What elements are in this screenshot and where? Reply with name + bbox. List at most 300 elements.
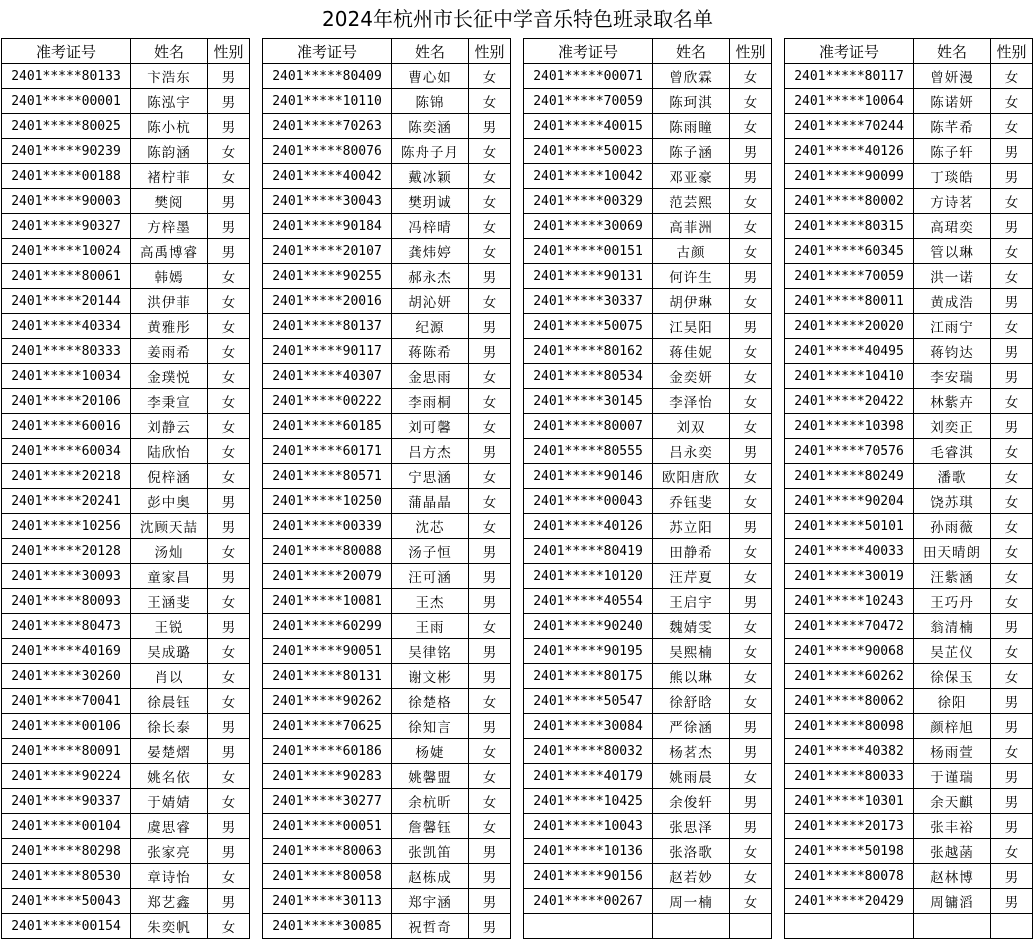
name-cell: 潘歌 bbox=[914, 464, 991, 489]
gender-cell: 男 bbox=[469, 564, 511, 589]
gender-cell: 男 bbox=[208, 814, 250, 839]
table-row bbox=[2, 889, 250, 914]
name-cell: 徐舒晗 bbox=[653, 689, 730, 714]
gender-cell: 女 bbox=[991, 839, 1033, 864]
name-cell: 杨婕 bbox=[392, 739, 469, 764]
name-cell: 田天晴朗 bbox=[914, 539, 991, 564]
exam-id-cell: 2401*****70059 bbox=[524, 89, 653, 114]
gender-cell: 女 bbox=[730, 564, 772, 589]
gender-cell: 女 bbox=[991, 439, 1033, 464]
table-row bbox=[263, 814, 511, 839]
name-cell: 管以琳 bbox=[914, 239, 991, 264]
exam-id-cell: 2401*****80131 bbox=[263, 664, 392, 689]
gender-cell: 女 bbox=[469, 789, 511, 814]
name-cell: 古颜 bbox=[653, 239, 730, 264]
exam-id-cell: 2401*****80534 bbox=[524, 364, 653, 389]
table-row bbox=[524, 814, 772, 839]
gender-cell: 男 bbox=[208, 714, 250, 739]
exam-id-cell: 2401*****10425 bbox=[524, 789, 653, 814]
exam-id-cell: 2401*****60171 bbox=[263, 439, 392, 464]
gender-cell: 女 bbox=[469, 214, 511, 239]
gender-cell: 女 bbox=[730, 689, 772, 714]
gender-cell: 女 bbox=[730, 764, 772, 789]
name-cell: 苏立阳 bbox=[653, 514, 730, 539]
exam-id-cell: 2401*****20106 bbox=[2, 389, 131, 414]
table-row bbox=[263, 539, 511, 564]
name-cell: 姜雨希 bbox=[131, 339, 208, 364]
gender-cell: 女 bbox=[469, 189, 511, 214]
exam-id-cell: 2401*****80076 bbox=[263, 139, 392, 164]
name-cell: 虞思睿 bbox=[131, 814, 208, 839]
name-cell: 黄成浩 bbox=[914, 289, 991, 314]
name-cell: 张越菡 bbox=[914, 839, 991, 864]
gender-cell: 女 bbox=[991, 589, 1033, 614]
exam-id-cell: 2401*****80033 bbox=[785, 764, 914, 789]
gender-header: 性别 bbox=[730, 39, 772, 64]
gender-cell: 女 bbox=[208, 864, 250, 889]
gender-cell: 男 bbox=[991, 789, 1033, 814]
table-row bbox=[2, 839, 250, 864]
gender-cell: 男 bbox=[469, 439, 511, 464]
gender-cell: 男 bbox=[991, 864, 1033, 889]
name-cell: 徐楚格 bbox=[392, 689, 469, 714]
exam-id-cell: 2401*****10256 bbox=[2, 514, 131, 539]
table-row bbox=[785, 539, 1033, 564]
name-cell: 吴熙楠 bbox=[653, 639, 730, 664]
table-row bbox=[263, 589, 511, 614]
gender-cell: 女 bbox=[991, 739, 1033, 764]
table-row bbox=[524, 889, 772, 914]
gender-cell: 男 bbox=[208, 114, 250, 139]
exam-id-cell: 2401*****40334 bbox=[2, 314, 131, 339]
exam-id-cell: 2401*****20429 bbox=[785, 889, 914, 914]
exam-id-cell: 2401*****30043 bbox=[263, 189, 392, 214]
gender-cell: 男 bbox=[208, 839, 250, 864]
table-row bbox=[785, 714, 1033, 739]
name-cell: 樊玥诚 bbox=[392, 189, 469, 214]
name-cell: 刘双 bbox=[653, 414, 730, 439]
gender-cell: 女 bbox=[208, 439, 250, 464]
gender-cell: 男 bbox=[730, 314, 772, 339]
gender-cell: 女 bbox=[730, 364, 772, 389]
table-row bbox=[785, 914, 1033, 939]
gender-cell: 男 bbox=[469, 914, 511, 939]
exam-id-cell: 2401*****30069 bbox=[524, 214, 653, 239]
name-cell: 于谨瑞 bbox=[914, 764, 991, 789]
exam-id-cell: 2401*****60299 bbox=[263, 614, 392, 639]
table-row bbox=[785, 889, 1033, 914]
gender-cell: 男 bbox=[991, 164, 1033, 189]
exam-id-cell: 2401*****30084 bbox=[524, 714, 653, 739]
name-cell: 高禹博睿 bbox=[131, 239, 208, 264]
gender-cell: 男 bbox=[991, 139, 1033, 164]
exam-id-cell: 2401*****10024 bbox=[2, 239, 131, 264]
name-cell: 曾妍漫 bbox=[914, 64, 991, 89]
exam-id-cell: 2401*****90117 bbox=[263, 339, 392, 364]
exam-id-cell: 2401*****70244 bbox=[785, 114, 914, 139]
table-row bbox=[2, 539, 250, 564]
name-cell: 汪可涵 bbox=[392, 564, 469, 589]
gender-cell: 女 bbox=[208, 339, 250, 364]
name-cell: 龚炜婷 bbox=[392, 239, 469, 264]
name-cell: 陈泓宇 bbox=[131, 89, 208, 114]
header-row bbox=[785, 39, 1033, 64]
table-row bbox=[785, 164, 1033, 189]
gender-cell: 女 bbox=[469, 739, 511, 764]
gender-cell: 女 bbox=[208, 139, 250, 164]
gender-cell: 男 bbox=[469, 264, 511, 289]
gender-cell: 女 bbox=[730, 214, 772, 239]
gender-cell: 女 bbox=[208, 264, 250, 289]
table-row bbox=[785, 839, 1033, 864]
exam-id-cell: 2401*****70059 bbox=[785, 264, 914, 289]
name-cell: 戴冰颖 bbox=[392, 164, 469, 189]
gender-cell: 男 bbox=[208, 514, 250, 539]
name-cell: 胡沁妍 bbox=[392, 289, 469, 314]
name-cell: 江昊阳 bbox=[653, 314, 730, 339]
table-row bbox=[2, 114, 250, 139]
exam-id-cell: 2401*****60262 bbox=[785, 664, 914, 689]
name-cell: 方梓墨 bbox=[131, 214, 208, 239]
exam-id-cell: 2401*****20128 bbox=[2, 539, 131, 564]
table-row bbox=[2, 814, 250, 839]
exam-id-cell: 2401*****30145 bbox=[524, 389, 653, 414]
gender-cell bbox=[730, 914, 772, 939]
name-cell: 张洛歌 bbox=[653, 839, 730, 864]
exam-id-cell: 2401*****00154 bbox=[2, 914, 131, 939]
exam-id-cell: 2401*****10081 bbox=[263, 589, 392, 614]
exam-id-cell: 2401*****20241 bbox=[2, 489, 131, 514]
exam-id-cell: 2401*****90156 bbox=[524, 864, 653, 889]
exam-id-cell: 2401*****90240 bbox=[524, 614, 653, 639]
name-cell: 陆欣怡 bbox=[131, 439, 208, 464]
gender-cell: 男 bbox=[991, 614, 1033, 639]
table-row bbox=[263, 264, 511, 289]
name-cell: 杨茗杰 bbox=[653, 739, 730, 764]
gender-cell: 女 bbox=[991, 514, 1033, 539]
table-row bbox=[524, 564, 772, 589]
name-cell: 金奕妍 bbox=[653, 364, 730, 389]
name-cell: 陈雨瞳 bbox=[653, 114, 730, 139]
exam-id-cell: 2401*****80162 bbox=[524, 339, 653, 364]
name-cell: 吴芷仪 bbox=[914, 639, 991, 664]
table-row bbox=[263, 214, 511, 239]
header-row bbox=[2, 39, 250, 64]
table-row bbox=[263, 889, 511, 914]
exam-id-cell: 2401*****50043 bbox=[2, 889, 131, 914]
name-cell: 彭中奥 bbox=[131, 489, 208, 514]
table-row bbox=[785, 589, 1033, 614]
table-row bbox=[524, 164, 772, 189]
table-row bbox=[524, 64, 772, 89]
name-cell: 郑宇涵 bbox=[392, 889, 469, 914]
exam-id-cell: 2401*****10398 bbox=[785, 414, 914, 439]
exam-id-cell: 2401*****40495 bbox=[785, 339, 914, 364]
gender-cell: 女 bbox=[208, 689, 250, 714]
table-row bbox=[524, 189, 772, 214]
gender-cell: 女 bbox=[208, 789, 250, 814]
gender-cell: 男 bbox=[730, 264, 772, 289]
table-row bbox=[524, 639, 772, 664]
table-row bbox=[263, 664, 511, 689]
exam-id-cell: 2401*****90131 bbox=[524, 264, 653, 289]
name-cell: 朱奕帆 bbox=[131, 914, 208, 939]
gender-cell: 男 bbox=[991, 364, 1033, 389]
gender-cell: 男 bbox=[469, 714, 511, 739]
exam-id-cell: 2401*****40169 bbox=[2, 639, 131, 664]
table-row bbox=[2, 139, 250, 164]
name-cell: 汤子恒 bbox=[392, 539, 469, 564]
exam-id-cell: 2401*****90283 bbox=[263, 764, 392, 789]
table-row bbox=[524, 914, 772, 939]
table-row bbox=[785, 64, 1033, 89]
table-row bbox=[524, 464, 772, 489]
table-row bbox=[524, 539, 772, 564]
gender-cell: 男 bbox=[208, 739, 250, 764]
name-header: 姓名 bbox=[914, 39, 991, 64]
table-row bbox=[2, 64, 250, 89]
name-cell: 翁清楠 bbox=[914, 614, 991, 639]
exam-id-cell: 2401*****90099 bbox=[785, 164, 914, 189]
gender-cell: 男 bbox=[208, 564, 250, 589]
gender-cell: 女 bbox=[469, 464, 511, 489]
gender-header: 性别 bbox=[208, 39, 250, 64]
gender-cell: 男 bbox=[469, 889, 511, 914]
admission-table-2 bbox=[262, 38, 511, 939]
table-row bbox=[2, 164, 250, 189]
table-row bbox=[785, 689, 1033, 714]
table-row bbox=[524, 339, 772, 364]
exam-id-cell: 2401*****00071 bbox=[524, 64, 653, 89]
exam-id-cell: 2401*****10136 bbox=[524, 839, 653, 864]
name-cell: 陈芊希 bbox=[914, 114, 991, 139]
table-row bbox=[524, 89, 772, 114]
name-cell: 杨雨萱 bbox=[914, 739, 991, 764]
gender-cell: 男 bbox=[730, 514, 772, 539]
exam-id-cell: 2401*****90184 bbox=[263, 214, 392, 239]
table-row bbox=[524, 489, 772, 514]
exam-id-cell: 2401*****90068 bbox=[785, 639, 914, 664]
exam-id-cell: 2401*****80093 bbox=[2, 589, 131, 614]
gender-cell: 男 bbox=[208, 89, 250, 114]
name-cell: 宁思涵 bbox=[392, 464, 469, 489]
exam-id-cell: 2401*****20016 bbox=[263, 289, 392, 314]
exam-id-cell: 2401*****10064 bbox=[785, 89, 914, 114]
exam-id-cell: 2401*****90239 bbox=[2, 139, 131, 164]
gender-cell: 女 bbox=[991, 664, 1033, 689]
admission-table-3 bbox=[523, 38, 772, 939]
exam-id-cell: 2401*****00188 bbox=[2, 164, 131, 189]
gender-cell: 男 bbox=[991, 289, 1033, 314]
exam-id-cell: 2401*****40307 bbox=[263, 364, 392, 389]
name-cell: 章诗怡 bbox=[131, 864, 208, 889]
gender-cell: 女 bbox=[991, 264, 1033, 289]
exam-id-cell: 2401*****30337 bbox=[524, 289, 653, 314]
table-row bbox=[785, 439, 1033, 464]
exam-id-cell: 2401*****10110 bbox=[263, 89, 392, 114]
gender-cell: 男 bbox=[469, 314, 511, 339]
name-cell: 姚馨盟 bbox=[392, 764, 469, 789]
table-row bbox=[785, 664, 1033, 689]
exam-id-cell: 2401*****60345 bbox=[785, 239, 914, 264]
name-cell: 饶苏琪 bbox=[914, 489, 991, 514]
table-row bbox=[524, 689, 772, 714]
gender-cell: 女 bbox=[469, 89, 511, 114]
exam-id-cell: 2401*****00267 bbox=[524, 889, 653, 914]
exam-id-cell: 2401*****80061 bbox=[2, 264, 131, 289]
table-row bbox=[524, 714, 772, 739]
name-cell: 陈锦 bbox=[392, 89, 469, 114]
table-row bbox=[2, 589, 250, 614]
gender-cell: 女 bbox=[730, 89, 772, 114]
name-cell: 金思雨 bbox=[392, 364, 469, 389]
table-row bbox=[263, 489, 511, 514]
exam-id-cell: 2401*****40015 bbox=[524, 114, 653, 139]
table-row bbox=[785, 289, 1033, 314]
table-row bbox=[263, 764, 511, 789]
exam-id-cell: 2401*****80058 bbox=[263, 864, 392, 889]
exam-id-cell: 2401*****80175 bbox=[524, 664, 653, 689]
exam-id-cell: 2401*****80133 bbox=[2, 64, 131, 89]
table-row bbox=[263, 289, 511, 314]
exam-id-cell: 2401*****00104 bbox=[2, 814, 131, 839]
exam-id-cell: 2401*****40042 bbox=[263, 164, 392, 189]
gender-cell: 男 bbox=[730, 714, 772, 739]
name-cell: 邓亚豪 bbox=[653, 164, 730, 189]
table-row bbox=[263, 439, 511, 464]
gender-cell: 男 bbox=[208, 214, 250, 239]
exam-id-header: 准考证号 bbox=[524, 39, 653, 64]
table-row bbox=[2, 639, 250, 664]
name-cell: 陈韵涵 bbox=[131, 139, 208, 164]
name-cell: 田静希 bbox=[653, 539, 730, 564]
name-cell: 魏婧雯 bbox=[653, 614, 730, 639]
name-cell: 晏楚熠 bbox=[131, 739, 208, 764]
name-cell: 陈子轩 bbox=[914, 139, 991, 164]
exam-id-cell: 2401*****00339 bbox=[263, 514, 392, 539]
table-row bbox=[524, 314, 772, 339]
name-cell: 周一楠 bbox=[653, 889, 730, 914]
table-row bbox=[2, 514, 250, 539]
table-row bbox=[263, 564, 511, 589]
gender-cell: 女 bbox=[469, 139, 511, 164]
gender-cell: 男 bbox=[469, 864, 511, 889]
gender-cell: 男 bbox=[469, 839, 511, 864]
exam-id-cell: 2401*****10301 bbox=[785, 789, 914, 814]
name-cell: 颜梓旭 bbox=[914, 714, 991, 739]
name-cell: 胡伊琳 bbox=[653, 289, 730, 314]
name-cell: 沈顾天喆 bbox=[131, 514, 208, 539]
gender-header: 性别 bbox=[469, 39, 511, 64]
exam-id-cell: 2401*****60016 bbox=[2, 414, 131, 439]
table-row bbox=[524, 589, 772, 614]
table-row bbox=[2, 789, 250, 814]
gender-cell: 男 bbox=[991, 414, 1033, 439]
gender-cell: 男 bbox=[991, 889, 1033, 914]
table-row bbox=[524, 114, 772, 139]
name-cell: 郝永杰 bbox=[392, 264, 469, 289]
gender-cell: 男 bbox=[991, 214, 1033, 239]
exam-id-cell: 2401*****00151 bbox=[524, 239, 653, 264]
exam-id-cell: 2401*****80062 bbox=[785, 689, 914, 714]
table-row bbox=[524, 764, 772, 789]
page-title: 2024年杭州市长征中学音乐特色班录取名单 bbox=[322, 7, 713, 31]
exam-id-cell: 2401*****40126 bbox=[524, 514, 653, 539]
gender-cell: 女 bbox=[469, 514, 511, 539]
gender-cell: 男 bbox=[469, 639, 511, 664]
name-cell: 赵若妙 bbox=[653, 864, 730, 889]
exam-id-header: 准考证号 bbox=[263, 39, 392, 64]
exam-id-cell: 2401*****20020 bbox=[785, 314, 914, 339]
name-cell: 于婧婧 bbox=[131, 789, 208, 814]
exam-id-cell: 2401*****00106 bbox=[2, 714, 131, 739]
name-cell: 徐长泰 bbox=[131, 714, 208, 739]
table-row bbox=[2, 314, 250, 339]
gender-cell bbox=[991, 914, 1033, 939]
exam-id-cell: 2401*****10243 bbox=[785, 589, 914, 614]
exam-id-cell: 2401*****80002 bbox=[785, 189, 914, 214]
name-cell: 陈子涵 bbox=[653, 139, 730, 164]
table-row bbox=[524, 789, 772, 814]
name-cell: 张凯笛 bbox=[392, 839, 469, 864]
table-row bbox=[785, 264, 1033, 289]
exam-id-cell: 2401*****80409 bbox=[263, 64, 392, 89]
name-cell: 赵栋成 bbox=[392, 864, 469, 889]
name-cell: 褚柠菲 bbox=[131, 164, 208, 189]
table-row bbox=[263, 739, 511, 764]
table-row bbox=[2, 364, 250, 389]
gender-cell: 女 bbox=[991, 64, 1033, 89]
gender-cell: 女 bbox=[991, 489, 1033, 514]
gender-cell: 女 bbox=[730, 114, 772, 139]
table-row bbox=[785, 614, 1033, 639]
gender-cell: 男 bbox=[208, 189, 250, 214]
name-cell: 刘奕正 bbox=[914, 414, 991, 439]
gender-cell: 男 bbox=[469, 589, 511, 614]
gender-cell: 女 bbox=[730, 389, 772, 414]
exam-id-cell: 2401*****80007 bbox=[524, 414, 653, 439]
table-row bbox=[524, 264, 772, 289]
table-row bbox=[524, 414, 772, 439]
exam-id-cell: 2401*****90146 bbox=[524, 464, 653, 489]
name-cell: 沈芯 bbox=[392, 514, 469, 539]
exam-id-cell: 2401*****70472 bbox=[785, 614, 914, 639]
name-cell: 汤灿 bbox=[131, 539, 208, 564]
exam-id-cell: 2401*****80088 bbox=[263, 539, 392, 564]
exam-id-cell: 2401*****70041 bbox=[2, 689, 131, 714]
exam-id-cell: 2401*****10250 bbox=[263, 489, 392, 514]
gender-cell: 女 bbox=[730, 639, 772, 664]
name-cell: 徐阳 bbox=[914, 689, 991, 714]
name-cell: 冯梓晴 bbox=[392, 214, 469, 239]
exam-id-cell: 2401*****20422 bbox=[785, 389, 914, 414]
table-row bbox=[2, 264, 250, 289]
name-cell: 严徐涵 bbox=[653, 714, 730, 739]
gender-cell: 女 bbox=[730, 839, 772, 864]
name-cell: 纪源 bbox=[392, 314, 469, 339]
exam-id-cell: 2401*****80571 bbox=[263, 464, 392, 489]
gender-cell: 女 bbox=[991, 539, 1033, 564]
exam-id-cell: 2401*****60186 bbox=[263, 739, 392, 764]
gender-header: 性别 bbox=[991, 39, 1033, 64]
name-cell: 祝哲奇 bbox=[392, 914, 469, 939]
table-row bbox=[785, 764, 1033, 789]
exam-id-cell: 2401*****80298 bbox=[2, 839, 131, 864]
name-cell: 王锐 bbox=[131, 614, 208, 639]
table-row bbox=[524, 214, 772, 239]
gender-cell: 男 bbox=[730, 589, 772, 614]
exam-id-cell: 2401*****90224 bbox=[2, 764, 131, 789]
